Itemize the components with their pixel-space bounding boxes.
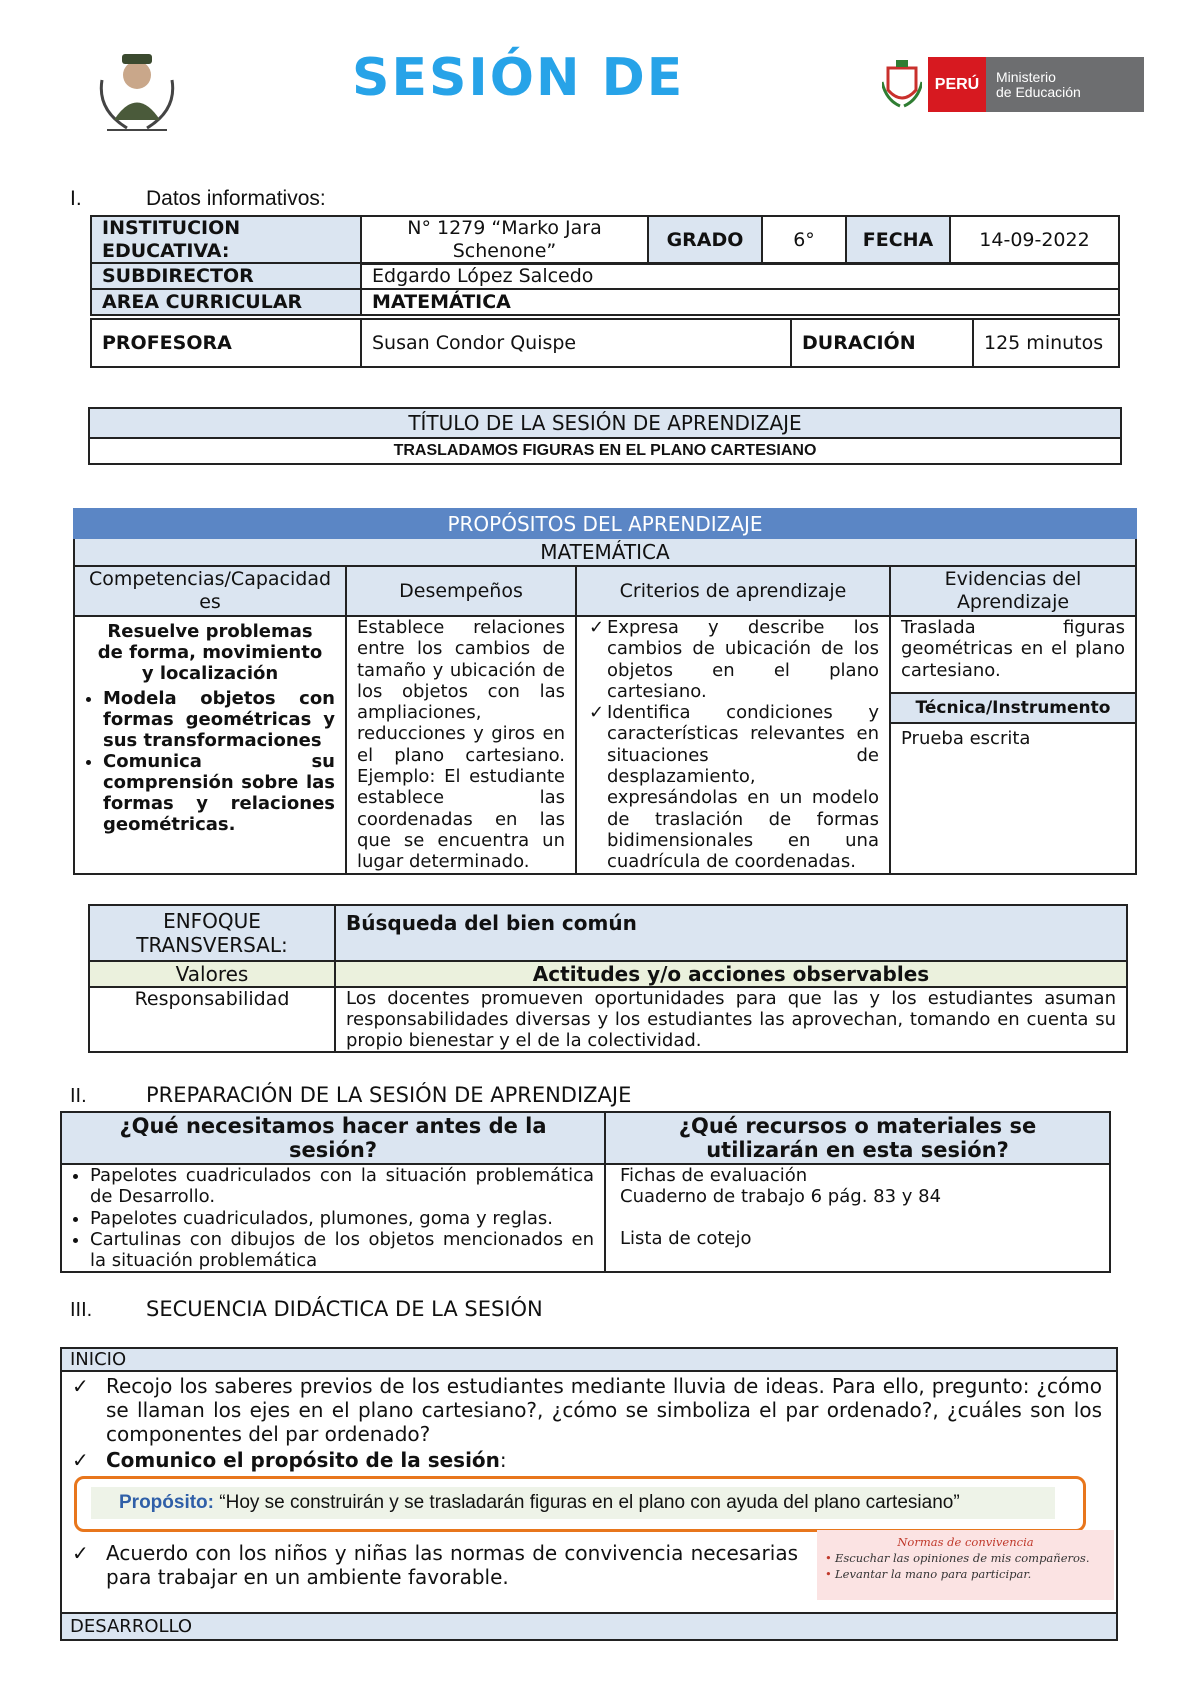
before-item: • Cartulinas con dibujos de los objetos mencionados en la situación problemática bbox=[90, 1229, 594, 1272]
resource-item: Cuaderno de trabajo 6 pág. 83 y 84 bbox=[620, 1186, 942, 1208]
inicio-item-2-colon: : bbox=[499, 1448, 507, 1472]
check-icon: ✓ bbox=[72, 1541, 89, 1565]
technique-label: Técnica/Instrumento bbox=[891, 692, 1135, 724]
info-table-3 bbox=[90, 318, 1120, 368]
criteria-item bbox=[589, 702, 879, 873]
approach-table bbox=[88, 904, 1128, 1053]
peru-label: PERÚ bbox=[928, 57, 986, 112]
inicio-item-2-bold: Comunico el propósito de la sesión bbox=[106, 1448, 500, 1472]
value-name: Responsabilidad bbox=[89, 987, 335, 1052]
criteria-item bbox=[589, 617, 879, 702]
performance-cell: Establece relaciones entre los cambios de tamaño y ubicación de los objetos con las ampliaciones, reducciones y giros en el plano cartesiano. Ejemplo: El estudiante establece las coordenadas en las que se encuentra un lugar determinado. bbox=[346, 616, 576, 874]
area-value: MATEMÁTICA bbox=[361, 289, 1119, 315]
capacity-item: • Comunica su comprensión sobre las formas y relaciones geométricas. bbox=[103, 751, 335, 835]
info-table bbox=[90, 215, 1120, 265]
col-evidence: Evidencias del Aprendizaje bbox=[890, 566, 1136, 616]
page-title: SESIÓN DE bbox=[352, 48, 685, 108]
resource-item: Fichas de evaluación bbox=[620, 1165, 808, 1186]
ministry-line-1: Ministerio bbox=[996, 69, 1056, 85]
norm-item bbox=[817, 1550, 1114, 1566]
competence-text: Resuelve problemas de forma, movimiento y localización bbox=[97, 621, 323, 684]
approach-label: ENFOQUE TRANSVERSAL: bbox=[89, 905, 335, 961]
purposes-table bbox=[73, 508, 1137, 875]
date-value: 14-09-2022 bbox=[950, 216, 1119, 264]
purpose-inner bbox=[91, 1487, 1055, 1519]
actions-header: Actitudes y/o acciones observables bbox=[335, 961, 1127, 987]
before-item: • Papelotes cuadriculados, plumones, goma y reglas. bbox=[90, 1208, 594, 1229]
desarrollo-label: DESARROLLO bbox=[62, 1612, 1116, 1639]
norm-item bbox=[817, 1566, 1114, 1582]
ministry-line-2: de Educación bbox=[996, 84, 1081, 100]
criteria-text: Expresa y describe los cambios de ubicación de los objetos en el plano cartesiano. bbox=[607, 617, 879, 702]
bullet-icon: • bbox=[825, 1551, 832, 1565]
subdirector-value: Edgardo López Salcedo bbox=[361, 263, 1119, 289]
criteria-cell bbox=[576, 616, 890, 874]
info-table-2 bbox=[90, 262, 1120, 316]
inicio-item-3 bbox=[72, 1541, 798, 1589]
col-performances: Desempeños bbox=[346, 566, 576, 616]
before-header: ¿Qué necesitamos hacer antes de la sesión? bbox=[61, 1112, 605, 1164]
section-1-numeral: I. bbox=[70, 187, 82, 210]
purpose-label: Propósito: bbox=[119, 1492, 214, 1513]
duration-value: 125 minutos bbox=[973, 319, 1119, 367]
purposes-header: PROPÓSITOS DEL APRENDIZAJE bbox=[74, 509, 1136, 538]
preparation-table bbox=[60, 1111, 1111, 1273]
capacity-item: • Modela objetos con formas geométricas y sus transformaciones bbox=[103, 688, 335, 751]
inicio-item-2 bbox=[72, 1448, 1102, 1472]
school-emblem bbox=[92, 40, 182, 135]
action-text: Los docentes promueven oportunidades para que las y los estudiantes asuman responsabilidades diversas y los estudiantes las aprovechan, tomando en cuenta su propio bienestar y el de la colectividad. bbox=[335, 987, 1127, 1052]
session-title-table bbox=[88, 407, 1122, 465]
grade-label: GRADO bbox=[648, 216, 762, 264]
col-competencies: Competencias/Capacidades bbox=[74, 566, 346, 616]
resources-header: ¿Qué recursos o materiales se utilizarán en esta sesión? bbox=[605, 1112, 1110, 1164]
bullet-icon: • bbox=[825, 1567, 832, 1581]
norm-text: Escuchar las opiniones de mis compañeros. bbox=[835, 1551, 1090, 1565]
approach-value: Búsqueda del bien común bbox=[335, 905, 1127, 961]
inicio-item-3-text: Acuerdo con los niños y niñas las normas de convivencia necesarias para trabajar en un ambiente favorable. bbox=[106, 1541, 798, 1589]
col-criteria: Criterios de aprendizaje bbox=[576, 566, 890, 616]
competence-cell bbox=[74, 616, 346, 874]
check-icon: ✓ bbox=[72, 1448, 89, 1472]
section-2-numeral: II. bbox=[70, 1085, 87, 1107]
values-header: Valores bbox=[89, 961, 335, 987]
check-icon: ✓ bbox=[589, 702, 605, 724]
session-title-header: TÍTULO DE LA SESIÓN DE APRENDIZAJE bbox=[89, 408, 1121, 438]
purpose-text: “Hoy se construirán y se trasladarán figuras en el plano con ayuda del plano cartesiano” bbox=[219, 1492, 960, 1513]
norm-text: Levantar la mano para participar. bbox=[835, 1567, 1032, 1581]
peru-shield-icon bbox=[882, 60, 922, 110]
norms-card bbox=[817, 1530, 1114, 1600]
institution-label: INSTITUCION EDUCATIVA: bbox=[91, 216, 361, 264]
subdirector-label: SUBDIRECTOR bbox=[91, 263, 361, 289]
criteria-text: Identifica condiciones y características relevantes en situaciones de desplazamiento, expresándolas en un modelo de traslación de formas bidimensionales en una cuadrícula de coordenadas. bbox=[607, 702, 879, 873]
grade-value: 6° bbox=[762, 216, 846, 264]
before-cell bbox=[61, 1164, 605, 1272]
norms-title: Normas de convivencia bbox=[897, 1535, 1034, 1549]
section-3-heading: SECUENCIA DIDÁCTICA DE LA SESIÓN bbox=[146, 1297, 543, 1321]
section-2-heading: PREPARACIÓN DE LA SESIÓN DE APRENDIZAJE bbox=[146, 1083, 632, 1107]
inicio-item-1 bbox=[72, 1374, 1102, 1446]
section-3-numeral: III. bbox=[70, 1299, 93, 1321]
resources-cell bbox=[605, 1164, 1110, 1272]
purpose-box bbox=[74, 1476, 1086, 1532]
ministry-badge bbox=[986, 57, 1144, 112]
inicio-item-1-text: Recojo los saberes previos de los estudiantes mediante lluvia de ideas. Para ello, pregunto: ¿cómo se llaman los ejes en el plano cartesiano?, ¿cómo se simboliza el par ordenado?, ¿cuáles son los componentes del par ordenado? bbox=[106, 1374, 1102, 1446]
date-label: FECHA bbox=[846, 216, 950, 264]
duration-label: DURACIÓN bbox=[791, 319, 973, 367]
check-icon: ✓ bbox=[72, 1374, 89, 1398]
section-1-heading: Datos informativos: bbox=[146, 187, 326, 210]
purposes-subject: MATEMÁTICA bbox=[74, 538, 1136, 566]
institution-value: N° 1279 “Marko Jara Schenone” bbox=[361, 216, 648, 264]
inicio-label: INICIO bbox=[62, 1349, 1116, 1372]
area-label: AREA CURRICULAR bbox=[91, 289, 361, 315]
technique-value: Prueba escrita bbox=[901, 728, 1031, 749]
session-title-value: TRASLADAMOS FIGURAS EN EL PLANO CARTESIANO bbox=[89, 438, 1121, 464]
teacher-value: Susan Condor Quispe bbox=[361, 319, 791, 367]
resource-item: Lista de cotejo bbox=[620, 1227, 752, 1249]
teacher-label: PROFESORA bbox=[91, 319, 361, 367]
check-icon: ✓ bbox=[589, 617, 605, 638]
sequence-box bbox=[60, 1347, 1118, 1641]
before-item: • Papelotes cuadriculados con la situación problemática de Desarrollo. bbox=[90, 1165, 594, 1208]
evidence-cell bbox=[890, 616, 1136, 874]
evidence-text: Traslada figuras geométricas en el plano cartesiano. bbox=[901, 617, 1125, 681]
